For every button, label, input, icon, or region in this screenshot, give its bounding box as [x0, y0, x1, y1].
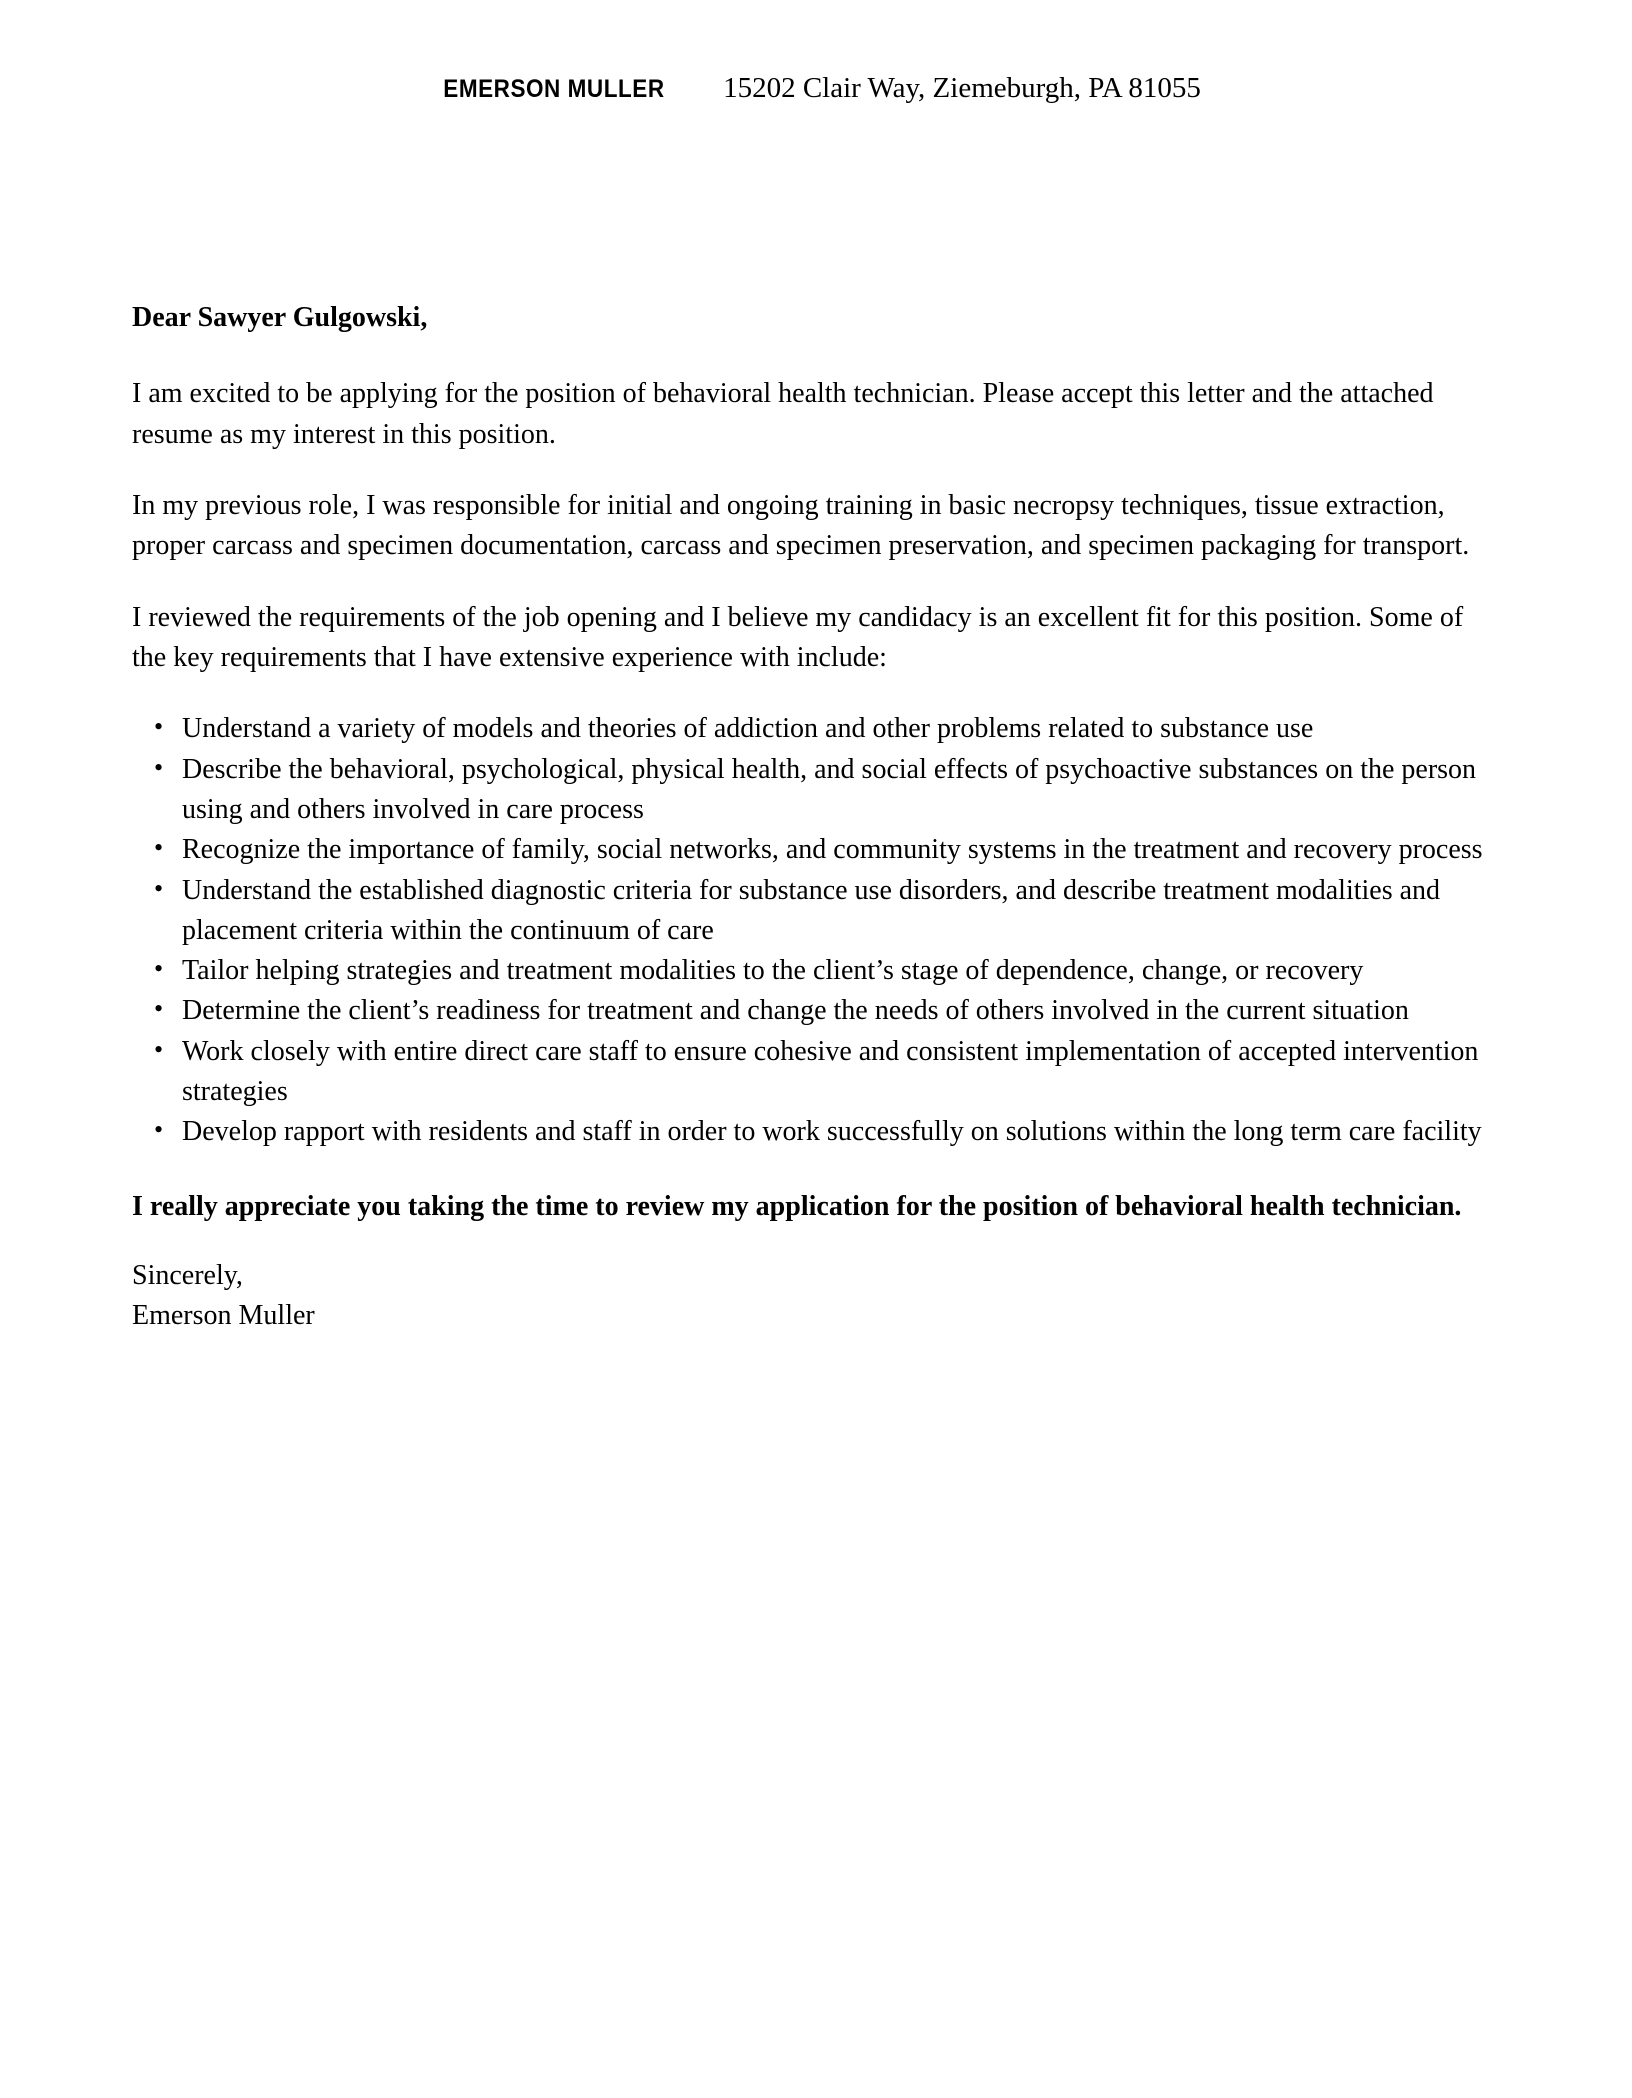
body-paragraph-2: In my previous role, I was responsible for initial and ongoing training in basic necropsy techniques, tissue extraction, proper carcass and specimen documentation, carcass and specimen preservation, and specimen packaging for transport. — [132, 490, 1470, 562]
list-item: • Recognize the importance of family, social networks, and community systems in the treatment and recovery process — [132, 830, 1502, 870]
body-paragraph-1: I am excited to be applying for the position of behavioral health technician. Please accept this letter and the attached resume as my interest in this position. — [132, 378, 1434, 450]
list-item: • Understand the established diagnostic criteria for substance use disorders, and describe treatment modalities and placement criteria within the continuum of care — [132, 871, 1502, 952]
body-paragraph-3: I reviewed the requirements of the job opening and I believe my candidacy is an excellent fit for this position. Some of the key requirements that I have extensive experience with include: — [132, 601, 1464, 673]
list-item: • Tailor helping strategies and treatment modalities to the client’s stage of dependence, change, or recovery — [132, 951, 1502, 991]
closing-statement: I really appreciate you taking the time to review my application for the position of behavioral health technician. — [132, 1190, 1462, 1222]
letterhead — [0, 72, 1632, 105]
list-item: • Develop rapport with residents and staff in order to work successfully on solutions within the long term care facility — [132, 1112, 1502, 1152]
list-item: • Understand a variety of models and theories of addiction and other problems related to substance use — [132, 709, 1502, 749]
letterhead-address: 15202 Clair Way, Ziemeburgh, PA 81055 — [723, 72, 1201, 104]
list-item: • Determine the client’s readiness for treatment and change the needs of others involved in the current situation — [132, 991, 1502, 1031]
list-item: • Describe the behavioral, psychological, physical health, and social effects of psychoactive substances on the person using and others involved in care process — [132, 750, 1502, 831]
list-item: • Work closely with entire direct care staff to ensure cohesive and consistent implementation of accepted intervention strategies — [132, 1032, 1502, 1113]
signoff-line: Sincerely, — [132, 1259, 243, 1291]
letter-body — [132, 300, 1502, 1337]
letterhead-name: EMERSON MULLER — [443, 75, 665, 103]
requirements-list — [132, 709, 1502, 1152]
salutation: Dear Sawyer Gulgowski, — [132, 302, 428, 333]
signature-name: Emerson Muller — [132, 1300, 315, 1332]
signature-block — [132, 1256, 1502, 1337]
